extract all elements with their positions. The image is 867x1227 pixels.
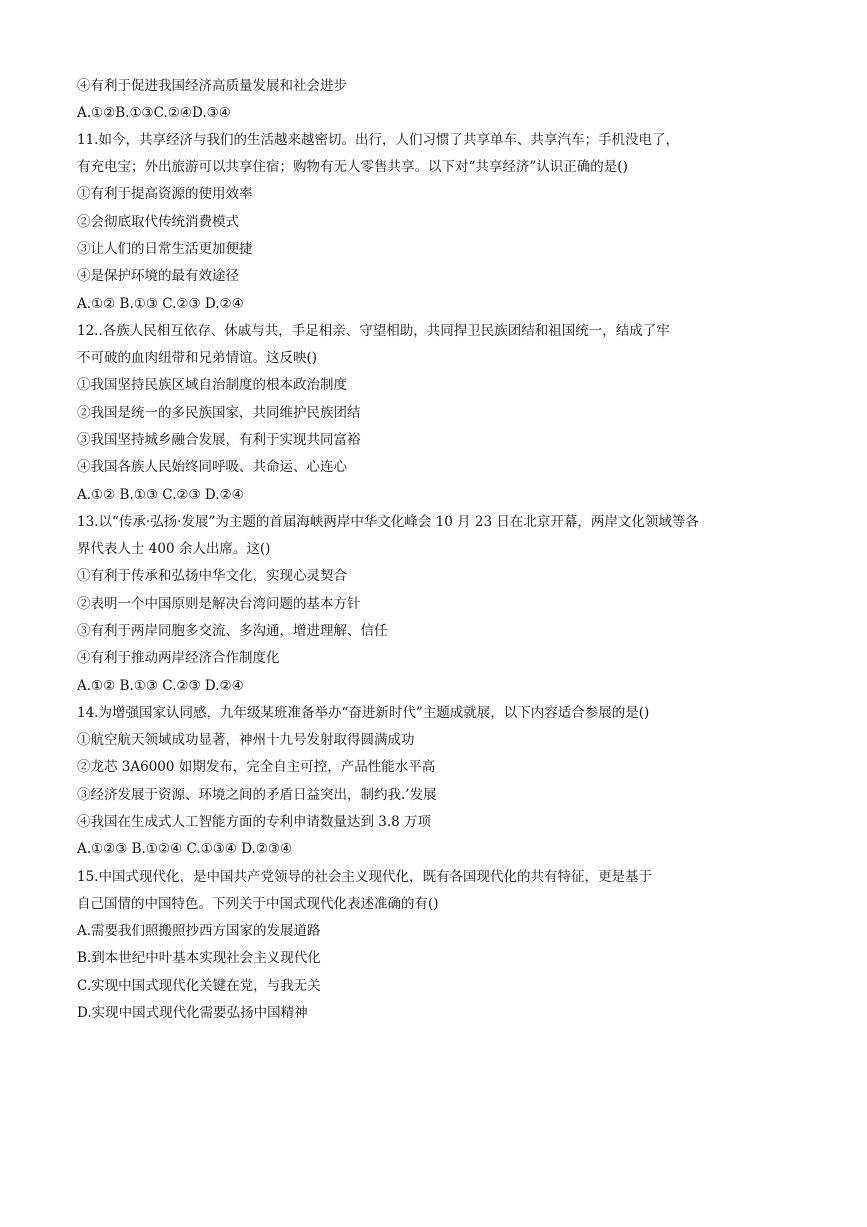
- option-line: D.实现中国式现代化需要弘扬中国精神: [77, 1005, 308, 1021]
- question-13-stem: 13.以“传承·弘扬·发展”为主题的首届海峡两岸中华文化峰会 10 月 23 日在北京开幕，两岸文化领域等各: [77, 514, 699, 530]
- question-15-stem: 自己国情的中国特色。下列关于中国式现代化表述准确的有(): [77, 896, 439, 912]
- option-line: ①航空航天领域成功显著，神州十九号发射取得圆满成功: [77, 732, 415, 748]
- answer-choices: A.①② B.①③ C.②③ D.②④: [77, 678, 244, 694]
- question-14-stem: 14.为增强国家认同感，九年级某班准备举办“奋进新时代”主题成就展，以下内容适合参展的是(): [77, 705, 650, 721]
- option-line: ③我国坚持城乡融合发展，有利于实现共同富裕: [77, 432, 361, 448]
- answer-choices: A.①② B.①③ C.②③ D.②④: [77, 296, 244, 312]
- question-12-stem: 不可破的血肉纽带和兄弟情谊。这反映(): [77, 350, 318, 366]
- question-13-stem: 界代表人士 400 余人出席。这(): [77, 541, 271, 557]
- answer-choices: A.①② B.①③ C.②③ D.②④: [77, 487, 244, 503]
- option-line: ①我国坚持民族区域自治制度的根本政治制度: [77, 377, 347, 393]
- option-line: ④我国各族人民始终同呼吸、共命运、心连心: [77, 459, 347, 475]
- option-line: ①有利于传承和弘扬中华文化，实现心灵契合: [77, 568, 347, 584]
- question-11-stem: 有充电宝；外出旅游可以共享住宿；购物有无人零售共享。以下对“共享经济”认识正确的是(): [77, 159, 628, 175]
- option-line: ③让人们的日常生活更加便捷: [77, 241, 253, 257]
- option-line: ③有利于两岸同胞多交流、多沟通，增进理解、信任: [77, 623, 388, 639]
- option-line: ④有利于促进我国经济高质量发展和社会进步: [77, 78, 347, 94]
- option-line: A.需要我们照搬照抄西方国家的发展道路: [77, 923, 321, 939]
- option-line: ②表明一个中国原则是解决台湾问题的基本方针: [77, 596, 361, 612]
- question-11-stem: 11.如今，共享经济与我们的生活越来越密切。出行，人们习惯了共享单车、共享汽车；手机没电了，: [77, 132, 679, 148]
- option-line: ②会彻底取代传统消费模式: [77, 214, 239, 230]
- option-line: ②我国是统一的多民族国家，共同维护民族团结: [77, 405, 361, 421]
- question-12-stem: 12..各族人民相互依存、休戚与共，手足相亲、守望相助，共同捍卫民族团结和祖国统一，结成了牢: [77, 323, 670, 339]
- option-line: ①有利于提高资源的使用效率: [77, 186, 253, 202]
- option-line: ④我国在生成式人工智能方面的专利申请数量达到 3.8 万项: [77, 814, 432, 830]
- option-line: ④是保护环境的最有效途径: [77, 268, 239, 284]
- option-line: C.实现中国式现代化关键在党，与我无关: [77, 978, 321, 994]
- question-15-stem: 15.中国式现代化，是中国共产党领导的社会主义现代化，既有各国现代化的共有特征，更是基于: [77, 869, 652, 885]
- option-line: B.到本世纪中叶基本实现社会主义现代化: [77, 950, 321, 966]
- option-line: ②龙芯 3A6000 如期发布，完全自主可控，产品性能水平高: [77, 759, 436, 775]
- option-line: ③经济发展于资源、环境之间的矛盾日益突出，制约我.’发展: [77, 787, 437, 803]
- answer-choices: A.①②B.①③C.②④D.③④: [77, 105, 231, 121]
- answer-choices: A.①②③ B.①②④ C.①③④ D.②③④: [77, 841, 293, 857]
- option-line: ④有利于推动两岸经济合作制度化: [77, 650, 280, 666]
